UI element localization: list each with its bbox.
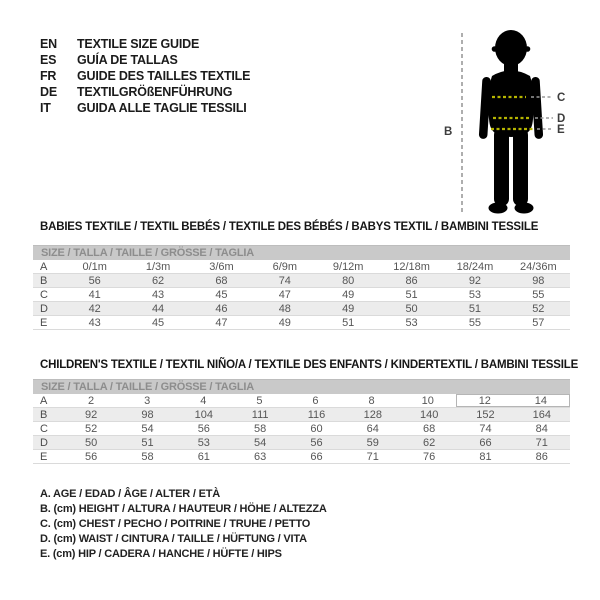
waist-label: D xyxy=(557,113,566,125)
table-cell: 57 xyxy=(532,316,545,329)
legend-age: A. AGE / EDAD / ÂGE / ALTER / ETÀ xyxy=(40,488,221,500)
legend-hip: E. (cm) HIP / CADERA / HANCHE / HÜFTE / HIPS xyxy=(40,548,282,560)
table-cell: 52 xyxy=(85,422,98,435)
lang-code: FR xyxy=(40,69,57,83)
table-cell: 12 xyxy=(456,394,513,407)
row-label: D xyxy=(40,302,48,315)
table-cell: 64 xyxy=(366,422,379,435)
lang-code: ES xyxy=(40,53,57,67)
table-cell: 49 xyxy=(278,316,291,329)
table-cell: 62 xyxy=(423,436,436,449)
table-cell: 44 xyxy=(151,302,165,315)
row-label: C xyxy=(40,422,48,435)
table-cell: 53 xyxy=(468,288,482,301)
table-cell: 42 xyxy=(88,302,101,315)
lang-code: DE xyxy=(40,85,57,99)
table-cell: 51 xyxy=(141,436,154,449)
table-cell: 164 xyxy=(532,408,551,421)
table-cell: 50 xyxy=(405,302,418,315)
table-cell: 1/3m xyxy=(145,260,171,273)
table-cell: 49 xyxy=(342,302,355,315)
table-cell: 8 xyxy=(368,394,375,407)
row-label: B xyxy=(40,408,48,421)
child-silhouette-icon xyxy=(479,30,544,214)
table-cell: 4 xyxy=(200,394,207,407)
language-title-list xyxy=(40,36,250,116)
table-cell: 2 xyxy=(87,394,95,407)
lang-row-de xyxy=(40,84,250,100)
children-table-rows xyxy=(33,394,570,464)
babies-section-title: BABIES TEXTILE / TEXTIL BEBÉS / TEXTILE DES BÉBÉS / BABYS TEXTIL / BAMBINI TESSILE xyxy=(40,221,539,233)
table-row xyxy=(33,260,570,274)
table-row xyxy=(33,394,570,408)
table-cell: 66 xyxy=(310,450,323,463)
size-header-label: SIZE / TALLA / TAILLE / GRÖSSE / TAGLIA xyxy=(41,381,255,393)
table-cell: 62 xyxy=(151,274,165,287)
table-row xyxy=(33,436,570,450)
guide-title-fr: GUIDE DES TAILLES TEXTILE xyxy=(77,69,251,83)
size-header-label: SIZE / TALLA / TAILLE / GRÖSSE / TAGLIA xyxy=(41,247,255,259)
table-cell: 56 xyxy=(88,274,101,287)
measurement-diagram xyxy=(435,18,575,223)
table-cell: 48 xyxy=(278,302,291,315)
children-section-title: CHILDREN'S TEXTILE / TEXTIL NIÑO/A / TEXTILE DES ENFANTS / KINDERTEXTIL / BAMBINI TESSILE xyxy=(40,359,579,371)
table-cell: 80 xyxy=(342,274,355,287)
table-cell: 0/1m xyxy=(82,260,107,273)
lang-row-it xyxy=(40,100,250,116)
row-label: E xyxy=(40,316,48,329)
table-cell: 54 xyxy=(254,436,267,449)
table-cell: 74 xyxy=(479,422,492,435)
table-cell: 53 xyxy=(197,436,210,449)
table-cell: 86 xyxy=(535,450,548,463)
legend-chest: C. (cm) CHEST / PECHO / POITRINE / TRUHE / PETTO xyxy=(40,518,311,530)
measurement-legend xyxy=(40,487,327,562)
table-cell: 84 xyxy=(535,422,548,435)
hip-label: E xyxy=(557,124,565,136)
table-row xyxy=(33,422,570,436)
guide-title-it: GUIDA ALLE TAGLIE TESSILI xyxy=(77,101,247,115)
table-cell: 3 xyxy=(144,394,151,407)
table-cell: 63 xyxy=(254,450,267,463)
children-size-table xyxy=(33,379,570,464)
lang-row-fr xyxy=(40,68,250,84)
row-label: D xyxy=(40,436,48,449)
guide-title-de: TEXTILGRÖßENFÜHRUNG xyxy=(77,85,233,99)
legend-height: B. (cm) HEIGHT / ALTURA / HAUTEUR / HÖHE / ALTEZZA xyxy=(40,503,327,515)
table-cell: 86 xyxy=(405,274,418,287)
table-row xyxy=(33,316,570,330)
table-cell: 49 xyxy=(342,288,355,301)
table-row xyxy=(33,302,570,316)
table-cell: 56 xyxy=(85,450,98,463)
lang-row-es xyxy=(40,52,250,68)
table-cell: 98 xyxy=(532,274,545,287)
chest-label: C xyxy=(557,92,566,104)
table-cell: 46 xyxy=(215,302,228,315)
table-cell: 6/9m xyxy=(272,260,298,273)
height-label: B xyxy=(444,126,453,138)
table-cell: 47 xyxy=(278,288,291,301)
table-cell: 12/18m xyxy=(393,260,430,273)
table-cell: 54 xyxy=(141,422,154,435)
table-cell: 66 xyxy=(479,436,492,449)
table-cell: 59 xyxy=(366,436,379,449)
table-cell: 56 xyxy=(310,436,323,449)
table-cell: 71 xyxy=(535,436,548,449)
table-cell: 104 xyxy=(194,408,213,421)
table-cell: 128 xyxy=(363,408,382,421)
babies-size-table xyxy=(33,245,570,330)
legend-waist: D. (cm) WAIST / CINTURA / TAILLE / HÜFTUNG / VITA xyxy=(40,533,307,545)
table-cell: 43 xyxy=(151,288,165,301)
lang-code: EN xyxy=(40,37,57,51)
table-cell: 55 xyxy=(468,316,482,329)
babies-size-header-bar xyxy=(33,245,570,260)
table-cell: 140 xyxy=(419,408,439,421)
table-cell: 98 xyxy=(141,408,154,421)
table-cell: 3/6m xyxy=(209,260,234,273)
table-cell: 43 xyxy=(88,316,101,329)
table-cell: 45 xyxy=(215,288,228,301)
table-cell: 51 xyxy=(468,302,482,315)
table-cell: 68 xyxy=(423,422,436,435)
table-cell: 111 xyxy=(251,408,269,421)
table-cell: 6 xyxy=(312,394,319,407)
table-cell: 74 xyxy=(278,274,291,287)
table-cell: 51 xyxy=(342,316,355,329)
children-size-header-bar xyxy=(33,379,570,394)
table-cell: 14 xyxy=(513,394,570,407)
table-row xyxy=(33,288,570,302)
table-cell: 47 xyxy=(215,316,228,329)
table-cell: 92 xyxy=(468,274,482,287)
table-cell: 68 xyxy=(215,274,228,287)
table-cell: 58 xyxy=(141,450,154,463)
row-label: A xyxy=(40,394,48,407)
table-cell: 50 xyxy=(85,436,98,449)
table-cell: 55 xyxy=(532,288,545,301)
table-cell: 51 xyxy=(405,288,418,301)
table-cell: 58 xyxy=(254,422,267,435)
table-cell: 71 xyxy=(366,450,379,463)
row-label: C xyxy=(40,288,48,301)
table-cell: 81 xyxy=(479,450,492,463)
table-cell: 9/12m xyxy=(332,260,364,273)
babies-table-rows xyxy=(33,260,570,330)
table-cell: 60 xyxy=(310,422,323,435)
table-cell: 53 xyxy=(405,316,418,329)
table-cell: 92 xyxy=(85,408,98,421)
lang-row-en xyxy=(40,36,250,52)
guide-title-es: GUÍA DE TALLAS xyxy=(77,53,178,67)
table-cell: 5 xyxy=(256,394,263,407)
table-cell: 24/36m xyxy=(519,260,557,273)
row-label: E xyxy=(40,450,48,463)
table-cell: 41 xyxy=(88,288,101,301)
table-cell: 152 xyxy=(476,408,495,421)
table-cell: 45 xyxy=(151,316,165,329)
table-cell: 56 xyxy=(197,422,210,435)
table-row xyxy=(33,450,570,464)
table-cell: 61 xyxy=(197,450,210,463)
row-label: B xyxy=(40,274,48,287)
table-cell: 10 xyxy=(421,394,434,407)
lang-code: IT xyxy=(40,101,51,115)
table-cell: 52 xyxy=(532,302,545,315)
table-cell: 76 xyxy=(423,450,436,463)
guide-title-en: TEXTILE SIZE GUIDE xyxy=(77,37,200,51)
table-row xyxy=(33,274,570,288)
table-cell: 116 xyxy=(307,408,326,421)
row-label: A xyxy=(40,260,48,273)
table-row xyxy=(33,408,570,422)
table-cell: 18/24m xyxy=(456,260,494,273)
